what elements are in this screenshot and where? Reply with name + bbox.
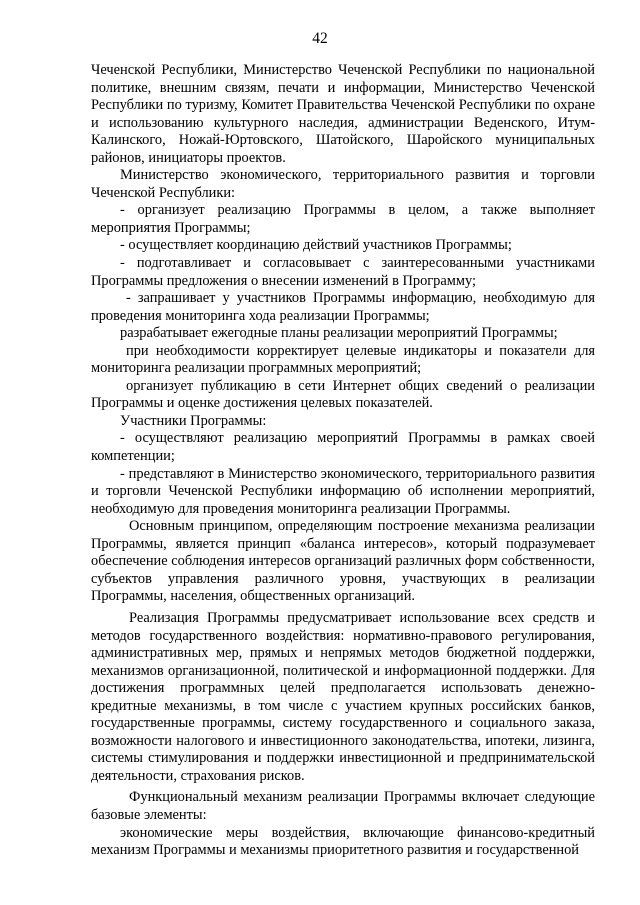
list-item: экономические меры воздействия, включающие финансово-кредитный механизм Программы и механизмы приоритетного развития и государственной xyxy=(91,824,595,859)
paragraph: Реализация Программы предусматривает использование всех средств и методов государственного воздействия: нормативно-правового регулирования, административных мер, прямых и непрямых методов бюджетной поддержки, механизмов организационной, политической и информационной поддержки. Для достижения программных целей предполагается использовать денежно-кредитные механизмы, в том числе с участием крупных российских банков, государственные программы, систему государственного и социального заказа, возможности налогового и инвестиционного законодательства, ипотеки, лизинга, системы стимулирования и поддержки инвестиционной и предпринимательской деятельности, страхования рисков. xyxy=(91,609,595,784)
paragraph: Министерство экономического, территориального развития и торговли Чеченской Республики: xyxy=(91,167,595,201)
document-body xyxy=(91,62,595,860)
paragraph: Основным принципом, определяющим построение механизма реализации Программы, является принцип «баланса интересов», который подразумевает обеспечение соблюдения интересов организаций различных форм собственности, субъектов управления различного уровня, участвующих в реализации Программы, населения, общественных организаций. xyxy=(91,518,595,605)
paragraph: Участники Программы: xyxy=(120,412,267,429)
list-item: при необходимости корректирует целевые индикаторы и показатели для мониторинга реализации программных мероприятий; xyxy=(91,342,595,377)
list-item: - запрашивает у участников Программы информацию, необходимую для проведения мониторинга хода реализации Программы; xyxy=(91,290,595,324)
list-item: организует публикацию в сети Интернет общих сведений о реализации Программы и оценке достижения целевых показателей. xyxy=(91,377,595,412)
list-item: разрабатывает ежегодные планы реализации мероприятий Программы; xyxy=(120,325,558,342)
paragraph: Чеченской Республики, Министерство Чеченской Республики по национальной политике, внешним связям, печати и информации, Министерство Чеченской Республики по туризму, Комитет Правительства Чеченской Республики по охране и использованию культурного наследия, администрации Веденского, Итум-Калинского, Ножай-Юртовского, Шатойского, Шаройского муниципальных районов, инициаторы проектов. xyxy=(91,62,595,166)
page-number: 42 xyxy=(312,30,328,47)
paragraph: Функциональный механизм реализации Программы включает следующие базовые элементы: xyxy=(91,789,595,823)
list-item: - организует реализацию Программы в целом, а также выполняет мероприятия Программы; xyxy=(91,202,595,236)
list-item: - представляют в Министерство экономического, территориального развития и торговли Чеченской Республики информацию об исполнении мероприятий, необходимую для проведения мониторинга реализации Программы. xyxy=(91,465,595,517)
list-item: - осуществляют реализацию мероприятий Программы в рамках своей компетенции; xyxy=(91,430,595,465)
list-item: - подготавливает и согласовывает с заинтересованными участниками Программы предложения о внесении изменений в Программу; xyxy=(91,255,595,289)
list-item: - осуществляет координацию действий участников Программы; xyxy=(120,237,512,254)
